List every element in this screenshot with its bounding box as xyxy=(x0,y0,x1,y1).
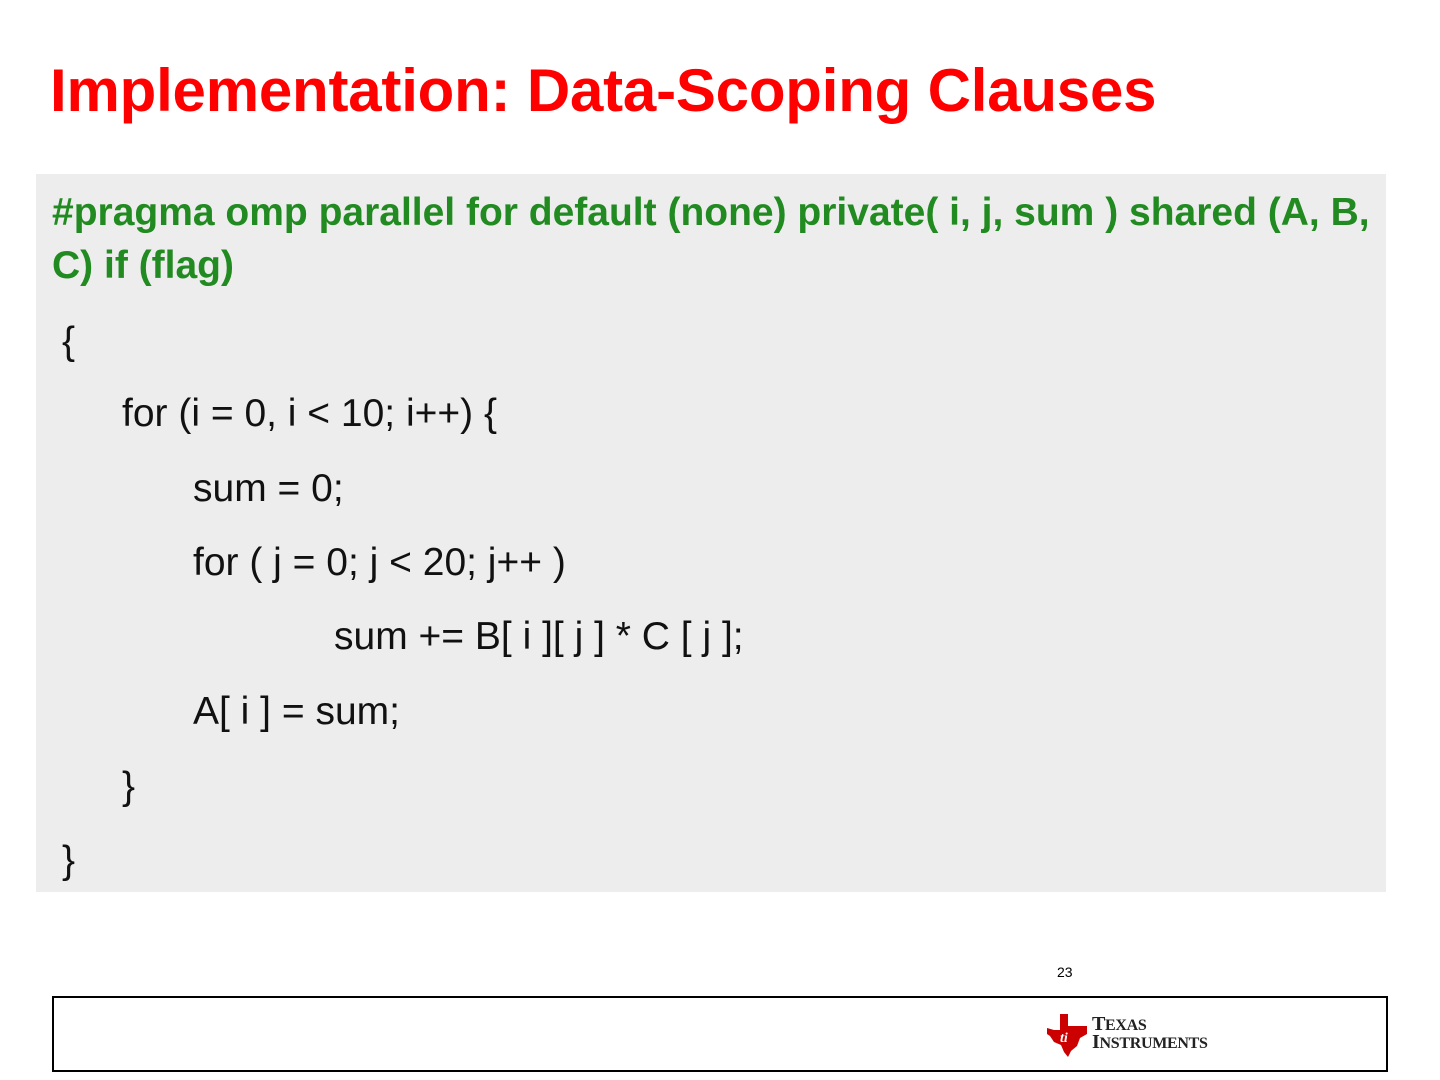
code-line-outer-for: for (i = 0, i < 10; i++) { xyxy=(122,392,498,435)
code-line-inner-for: for ( j = 0; j < 20; j++ ) xyxy=(193,541,566,584)
code-line-outer-close-brace: } xyxy=(62,839,76,882)
logo-line-texas: TEXAS xyxy=(1092,1013,1147,1035)
footer-bar xyxy=(52,996,1388,1072)
slide-title: Implementation: Data-Scoping Clauses xyxy=(50,57,1157,124)
texas-instruments-logo xyxy=(1046,1012,1236,1060)
logo-wordmark xyxy=(1092,1013,1208,1053)
code-line-sum-accumulate: sum += B[ i ][ j ] * C [ j ]; xyxy=(334,615,744,658)
code-line-assign: A[ i ] = sum; xyxy=(193,690,400,733)
page-number: 23 xyxy=(1057,964,1073,980)
code-line-open-brace: { xyxy=(62,320,76,363)
pragma-directive: #pragma omp parallel for default (none) private( i, j, sum ) shared (A, B, C) if (flag) xyxy=(52,191,1370,287)
texas-state-icon xyxy=(1046,1012,1088,1058)
svg-text:ti: ti xyxy=(1060,1031,1068,1046)
code-line-sum-init: sum = 0; xyxy=(193,467,344,510)
logo-line-instruments: INSTRUMENTS xyxy=(1092,1031,1208,1053)
code-line-inner-close-brace: } xyxy=(122,765,136,808)
code-block xyxy=(36,174,1386,892)
